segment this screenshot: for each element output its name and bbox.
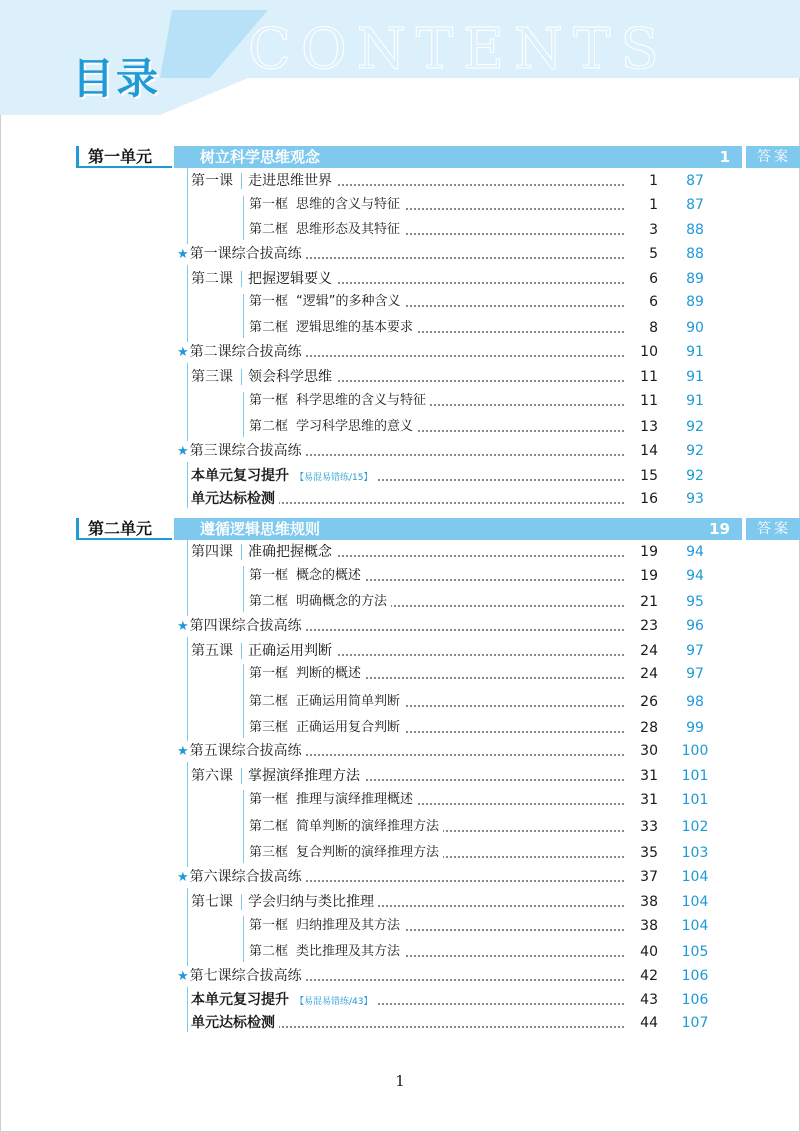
entry-page: 24 <box>640 643 658 659</box>
frame-title: 复合判断的演绎推理方法 <box>296 845 440 860</box>
toc-entry[interactable] <box>177 966 800 986</box>
entry-page: 30 <box>640 743 658 759</box>
frame-number: 第二框 <box>249 594 289 609</box>
frame-number: 第二框 <box>249 694 289 709</box>
entry-answer-page[interactable]: 90 <box>686 320 704 336</box>
entry-page: 5 <box>649 246 658 262</box>
entry-label <box>249 318 417 338</box>
entry-answer-page[interactable]: 104 <box>681 918 709 934</box>
course-title: 学会归纳与类比推理 <box>248 894 374 910</box>
review-title: 单元达标检测 <box>191 1015 275 1031</box>
entry-page: 33 <box>640 819 658 835</box>
entry-page: 43 <box>640 992 658 1008</box>
toc-entry[interactable] <box>249 195 800 215</box>
toc-entry[interactable] <box>249 843 800 863</box>
toc-entry[interactable] <box>249 916 800 936</box>
entry-answer-page[interactable]: 103 <box>681 845 709 861</box>
toc-entry[interactable] <box>191 489 800 509</box>
entry-label <box>249 220 404 240</box>
frame-number: 第一框 <box>249 197 289 212</box>
entry-page: 10 <box>640 344 658 360</box>
entry-label <box>191 367 336 387</box>
entry-label <box>249 843 443 863</box>
star-icon: ★ <box>177 444 189 459</box>
frame-number: 第一框 <box>249 792 289 807</box>
toc-entry[interactable] <box>249 790 800 810</box>
toc-entry[interactable] <box>191 1013 800 1033</box>
entry-page: 6 <box>649 294 658 310</box>
practice-title: 第五课综合拔高练 <box>189 743 302 759</box>
toc-entry[interactable] <box>249 692 800 712</box>
entry-answer-page[interactable]: 102 <box>681 819 709 835</box>
frame-number: 第二框 <box>249 819 289 834</box>
toc-entry[interactable] <box>177 342 800 362</box>
frame-title: 学习科学思维的意义 <box>296 419 414 434</box>
frame-title: 科学思维的含义与特征 <box>296 393 427 408</box>
frame-number: 第二框 <box>249 419 289 434</box>
entry-answer-page[interactable]: 91 <box>686 344 704 360</box>
entry-answer-page[interactable]: 100 <box>681 743 709 759</box>
unit-title[interactable]: 遵循逻辑思维规则 19 <box>174 518 742 540</box>
course-title: 正确运用判断 <box>248 643 332 659</box>
entry-label <box>177 867 306 888</box>
review-title: 本单元复习提升 <box>191 992 289 1008</box>
entry-page: 38 <box>640 894 658 910</box>
entry-label <box>191 990 377 1012</box>
entry-label <box>249 664 365 684</box>
review-tag: 【易混易错练/43】 <box>295 997 373 1007</box>
entry-label <box>249 718 404 738</box>
entry-page: 37 <box>640 869 658 885</box>
frame-number: 第一框 <box>249 294 289 309</box>
entry-answer-page[interactable]: 93 <box>686 491 704 507</box>
entry-page: 3 <box>649 222 658 238</box>
toc-entry[interactable] <box>191 990 800 1010</box>
practice-title: 第三课综合拔高练 <box>189 443 302 459</box>
connector-line <box>243 916 244 962</box>
unit-page-number: 1 <box>719 148 730 166</box>
toc-entry[interactable] <box>177 441 800 461</box>
toc-entry[interactable] <box>191 542 800 562</box>
toc-entry[interactable] <box>191 766 800 786</box>
frame-number: 第三框 <box>249 845 289 860</box>
frame-number: 第一框 <box>249 666 289 681</box>
frame-title: 类比推理及其方法 <box>296 944 401 959</box>
review-title: 单元达标检测 <box>191 491 275 507</box>
course-title: 走进思维世界 <box>248 173 332 189</box>
course-title: 把握逻辑要义 <box>248 271 332 287</box>
toc-entry[interactable] <box>249 817 800 837</box>
entry-label <box>249 692 404 712</box>
entry-answer-page[interactable]: 106 <box>681 992 709 1008</box>
entry-page: 1 <box>649 197 658 213</box>
course-number: 第四课 <box>191 544 233 560</box>
entry-label <box>177 342 306 363</box>
practice-title: 第七课综合拔高练 <box>189 968 302 984</box>
entry-answer-page[interactable]: 87 <box>686 197 704 213</box>
frame-number: 第二框 <box>249 944 289 959</box>
unit-label: 第二单元 <box>76 518 172 540</box>
entry-answer-page[interactable]: 94 <box>686 544 704 560</box>
entry-answer-page[interactable]: 107 <box>681 1015 709 1031</box>
entry-page: 38 <box>640 918 658 934</box>
toc-entry[interactable] <box>191 466 800 486</box>
entry-page: 42 <box>640 968 658 984</box>
entry-answer-page[interactable]: 94 <box>686 568 704 584</box>
course-title: 准确把握概念 <box>248 544 332 560</box>
entry-page: 35 <box>640 845 658 861</box>
entry-answer-page[interactable]: 101 <box>681 792 709 808</box>
toc-entry[interactable] <box>191 641 800 661</box>
toc-entry[interactable] <box>249 942 800 962</box>
star-icon: ★ <box>177 969 189 984</box>
toc-entry[interactable] <box>249 566 800 586</box>
frame-number: 第三框 <box>249 720 289 735</box>
course-separator <box>233 271 242 287</box>
entry-label <box>191 269 336 289</box>
course-separator <box>233 369 242 385</box>
entry-page: 14 <box>640 443 658 459</box>
review-tag: 【易混易错练/15】 <box>295 473 373 483</box>
connector-line <box>243 392 244 437</box>
entry-page: 1 <box>649 173 658 189</box>
star-icon: ★ <box>177 744 189 759</box>
entry-label <box>177 244 306 265</box>
entry-answer-page[interactable]: 92 <box>686 419 704 435</box>
frame-title: 推理与演绎推理概述 <box>296 792 414 807</box>
star-icon: ★ <box>177 870 189 885</box>
page-title: 目录 <box>72 54 161 103</box>
entry-page: 19 <box>640 568 658 584</box>
entry-answer-page[interactable]: 104 <box>681 894 709 910</box>
entry-label <box>191 892 378 912</box>
toc-entry[interactable] <box>249 220 800 240</box>
entry-label <box>191 466 377 488</box>
frame-title: 思维的含义与特征 <box>296 197 401 212</box>
entry-page: 13 <box>640 419 658 435</box>
entry-page: 28 <box>640 720 658 736</box>
toc-entry[interactable] <box>177 244 800 264</box>
course-separator <box>233 173 242 189</box>
frame-title: 概念的概述 <box>296 568 362 583</box>
practice-title: 第二课综合拔高练 <box>189 344 302 360</box>
entry-answer-page[interactable]: 91 <box>686 369 704 385</box>
entry-label <box>177 741 306 762</box>
entry-answer-page[interactable]: 97 <box>686 643 704 659</box>
entry-answer-page[interactable]: 88 <box>686 246 704 262</box>
entry-label <box>191 641 336 661</box>
course-separator <box>233 544 242 560</box>
course-number: 第五课 <box>191 643 233 659</box>
toc-entry[interactable] <box>177 616 800 636</box>
course-number: 第二课 <box>191 271 233 287</box>
answer-header: 答案 <box>746 518 800 540</box>
entry-page: 16 <box>640 491 658 507</box>
entry-label <box>249 566 365 586</box>
frame-title: 简单判断的演绎推理方法 <box>296 819 440 834</box>
frame-title: 正确运用复合判断 <box>296 720 401 735</box>
unit-title[interactable]: 树立科学思维观念 1 <box>174 146 742 168</box>
connector-line <box>243 294 244 338</box>
entry-label <box>177 966 306 987</box>
star-icon: ★ <box>177 619 189 634</box>
entry-answer-page[interactable]: 89 <box>686 271 704 287</box>
entry-label <box>249 391 430 411</box>
connector-line <box>243 196 244 240</box>
unit-page-number: 19 <box>709 520 730 538</box>
entry-label <box>177 616 306 637</box>
entry-page: 24 <box>640 666 658 682</box>
connector-line <box>243 566 244 612</box>
entry-label <box>177 441 306 462</box>
unit-label: 第一单元 <box>76 146 172 168</box>
course-number: 第三课 <box>191 369 233 385</box>
course-number: 第七课 <box>191 894 233 910</box>
entry-label <box>249 916 404 936</box>
entry-label <box>249 417 417 437</box>
connector-line <box>243 790 244 863</box>
contents-watermark: CONTENTS <box>248 17 669 82</box>
entry-page: 8 <box>649 320 658 336</box>
entry-answer-page[interactable]: 87 <box>686 173 704 189</box>
entry-label <box>249 195 404 215</box>
unit-header <box>76 146 791 168</box>
entry-answer-page[interactable]: 92 <box>686 443 704 459</box>
entry-label <box>191 489 279 509</box>
toc-entry[interactable] <box>249 592 800 612</box>
entry-label <box>249 292 405 312</box>
course-title: 领会科学思维 <box>248 369 332 385</box>
star-icon: ★ <box>177 247 189 262</box>
practice-title: 第四课综合拔高练 <box>189 618 302 634</box>
entry-page: 44 <box>640 1015 658 1031</box>
entry-answer-page[interactable]: 88 <box>686 222 704 238</box>
entry-page: 11 <box>640 369 658 385</box>
entry-label <box>249 790 417 810</box>
frame-title: 逻辑思维的基本要求 <box>296 320 414 335</box>
entry-page: 31 <box>640 792 658 808</box>
toc-entry[interactable] <box>177 867 800 887</box>
entry-label <box>249 592 391 612</box>
entry-page: 11 <box>640 393 658 409</box>
connector-line <box>243 664 244 738</box>
course-separator <box>233 894 242 910</box>
page-number: 1 <box>395 1072 405 1090</box>
course-number: 第一课 <box>191 173 233 189</box>
entry-page: 15 <box>640 468 658 484</box>
toc-entry[interactable] <box>249 391 800 411</box>
toc-entry[interactable] <box>177 741 800 761</box>
frame-title: 思维形态及其特征 <box>296 222 401 237</box>
unit-header <box>76 518 791 540</box>
entry-page: 6 <box>649 271 658 287</box>
toc-entry[interactable] <box>191 269 800 289</box>
frame-number: 第一框 <box>249 918 289 933</box>
entry-page: 23 <box>640 618 658 634</box>
toc-entry[interactable] <box>249 318 800 338</box>
entry-page: 19 <box>640 544 658 560</box>
entry-label <box>191 542 336 562</box>
course-separator <box>233 768 242 784</box>
entry-answer-page[interactable]: 97 <box>686 666 704 682</box>
entry-label <box>191 171 336 191</box>
star-icon: ★ <box>177 345 189 360</box>
entry-answer-page[interactable]: 99 <box>686 720 704 736</box>
entry-answer-page[interactable]: 106 <box>681 968 709 984</box>
entry-label <box>191 766 364 786</box>
frame-number: 第一框 <box>249 568 289 583</box>
toc-entry[interactable] <box>249 718 800 738</box>
toc-entry[interactable] <box>249 417 800 437</box>
answer-header: 答案 <box>746 146 800 168</box>
practice-title: 第一课综合拔高练 <box>189 246 302 262</box>
entry-answer-page[interactable]: 104 <box>681 869 709 885</box>
practice-title: 第六课综合拔高练 <box>189 869 302 885</box>
entry-answer-page[interactable]: 92 <box>686 468 704 484</box>
entry-page: 40 <box>640 944 658 960</box>
frame-number: 第二框 <box>249 320 289 335</box>
entry-page: 26 <box>640 694 658 710</box>
entry-answer-page[interactable]: 101 <box>681 768 709 784</box>
frame-number: 第一框 <box>249 393 289 408</box>
entry-answer-page[interactable]: 96 <box>686 618 704 634</box>
frame-title: 明确概念的方法 <box>296 594 388 609</box>
course-number: 第六课 <box>191 768 233 784</box>
frame-title: 归纳推理及其方法 <box>296 918 401 933</box>
entry-page: 21 <box>640 594 658 610</box>
entry-label <box>249 942 404 962</box>
review-title: 本单元复习提升 <box>191 468 289 484</box>
course-separator <box>233 643 242 659</box>
entry-answer-page[interactable]: 105 <box>681 944 709 960</box>
entry-answer-page[interactable]: 91 <box>686 393 704 409</box>
entry-answer-page[interactable]: 98 <box>686 694 704 710</box>
toc-entry[interactable] <box>191 892 800 912</box>
frame-title: “逻辑”的多种含义 <box>296 294 401 309</box>
entry-label <box>191 1013 279 1033</box>
entry-page: 31 <box>640 768 658 784</box>
toc-entry[interactable] <box>249 664 800 684</box>
toc-entry[interactable] <box>191 171 800 191</box>
entry-answer-page[interactable]: 89 <box>686 294 704 310</box>
connector-line <box>187 540 188 1032</box>
toc-entry[interactable] <box>191 367 800 387</box>
entry-answer-page[interactable]: 95 <box>686 594 704 610</box>
toc-entry[interactable] <box>249 292 800 312</box>
course-title: 掌握演绎推理方法 <box>248 768 360 784</box>
frame-title: 正确运用简单判断 <box>296 694 401 709</box>
frame-number: 第二框 <box>249 222 289 237</box>
entry-label <box>249 817 443 837</box>
frame-title: 判断的概述 <box>296 666 362 681</box>
